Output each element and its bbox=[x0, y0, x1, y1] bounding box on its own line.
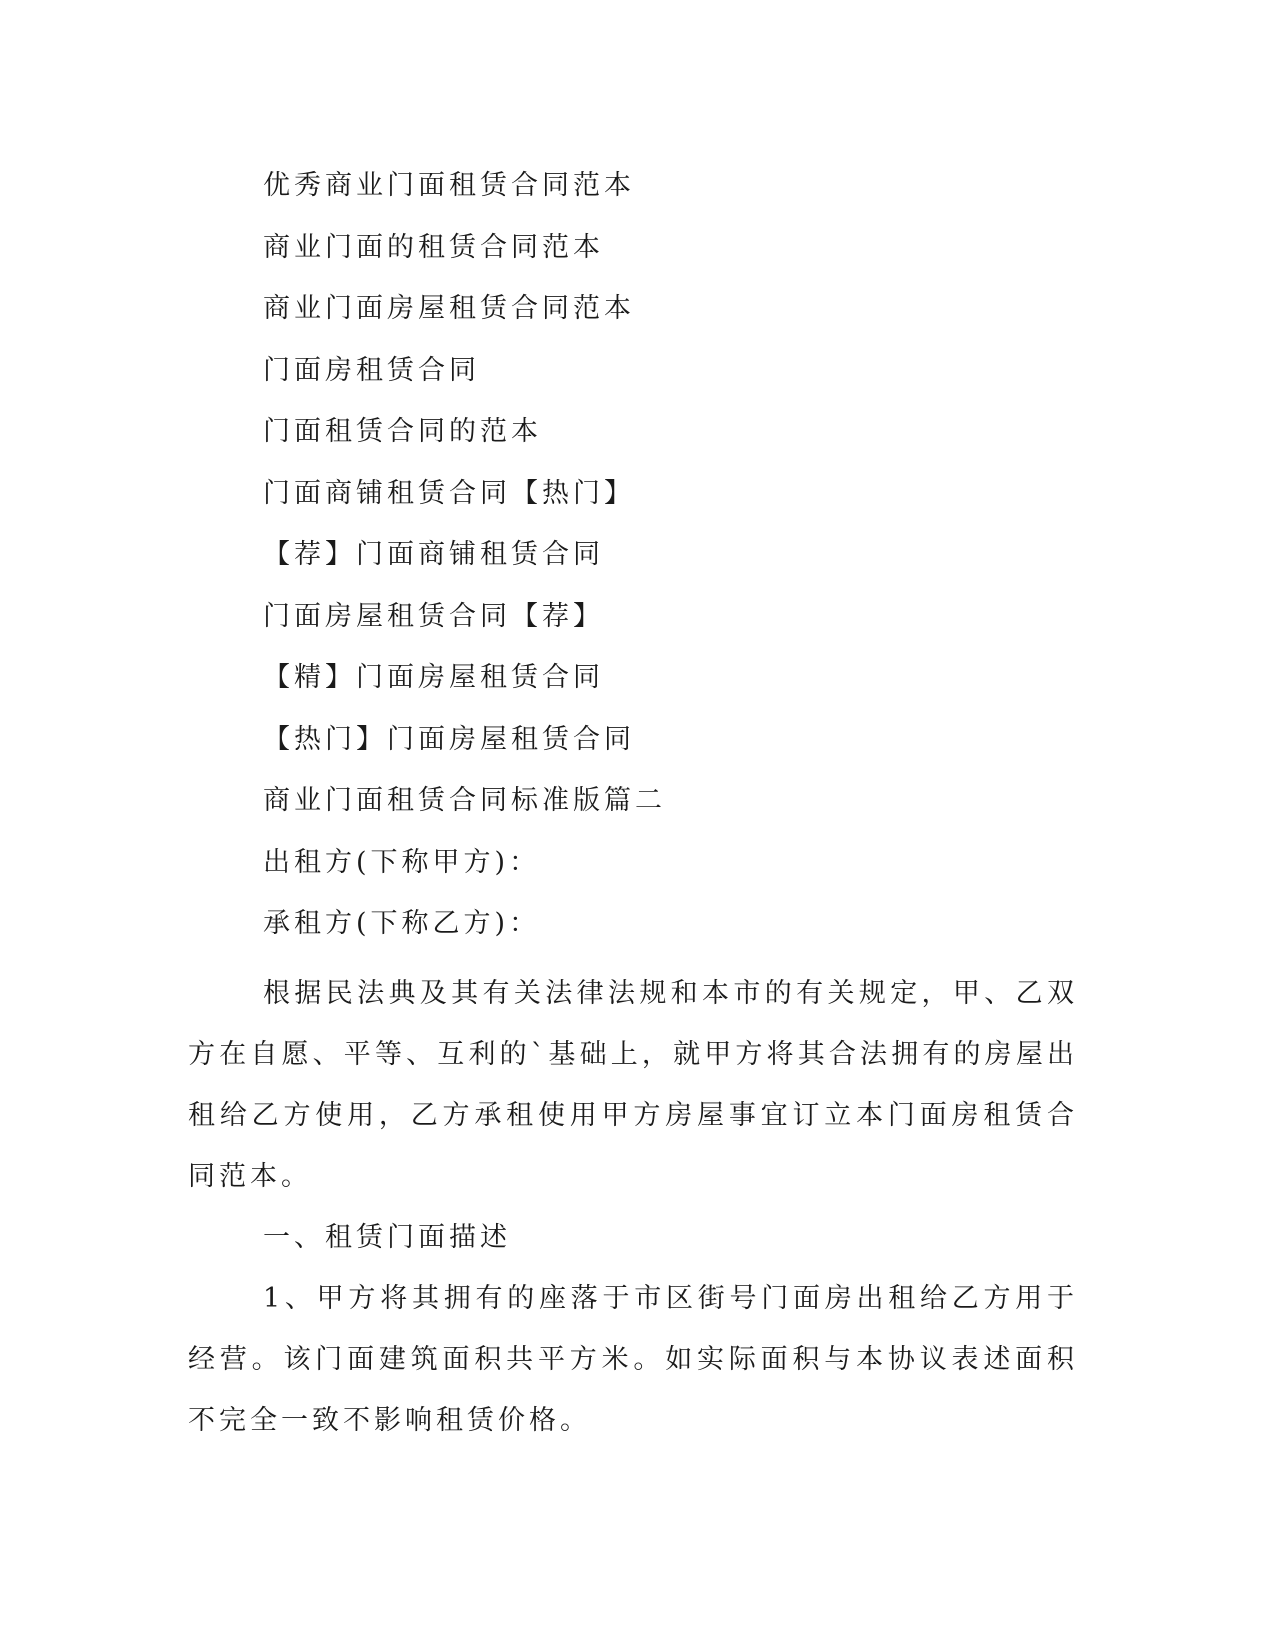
title-line: 商业门面房屋租赁合同范本 bbox=[263, 293, 635, 324]
section-title: 商业门面租赁合同标准版篇二 bbox=[263, 785, 666, 816]
title-line: 门面房屋租赁合同【荐】 bbox=[263, 600, 604, 632]
title-line: 商业门面的租赁合同范本 bbox=[263, 231, 604, 263]
title-line: 【精】门面房屋租赁合同 bbox=[263, 662, 604, 693]
title-line: 门面租赁合同的范本 bbox=[263, 416, 542, 447]
title-line: 门面房租赁合同 bbox=[263, 354, 480, 386]
title-line: 【热门】门面房屋租赁合同 bbox=[263, 723, 635, 755]
title-line: 优秀商业门面租赁合同范本 bbox=[263, 170, 635, 201]
intro-paragraph: 根据民法典及其有关法律法规和本市的有关规定，甲、乙双方在自愿、平等、互利的`基础上，就甲方将其合法拥有的房屋出租给乙方使用，乙方承租使用甲方房屋事宜订立本门面房租赁合同范本。 bbox=[188, 978, 1078, 1192]
lessee-line: 承租方(下称乙方)： bbox=[263, 908, 541, 939]
section-heading: 一、租赁门面描述 bbox=[263, 1222, 511, 1253]
lessor-line: 出租方(下称甲方)： bbox=[263, 846, 541, 878]
title-line: 【荐】门面商铺租赁合同 bbox=[263, 539, 604, 570]
clause-1: 1、甲方将其拥有的座落于市区街号门面房出租给乙方用于经营。该门面建筑面积共平方米。如实际面积与本协议表述面积不完全一致不影响租赁价格。 bbox=[188, 1283, 1078, 1436]
title-line: 门面商铺租赁合同【热门】 bbox=[263, 477, 635, 509]
title-list bbox=[263, 166, 666, 966]
contract-body bbox=[188, 963, 1078, 1451]
